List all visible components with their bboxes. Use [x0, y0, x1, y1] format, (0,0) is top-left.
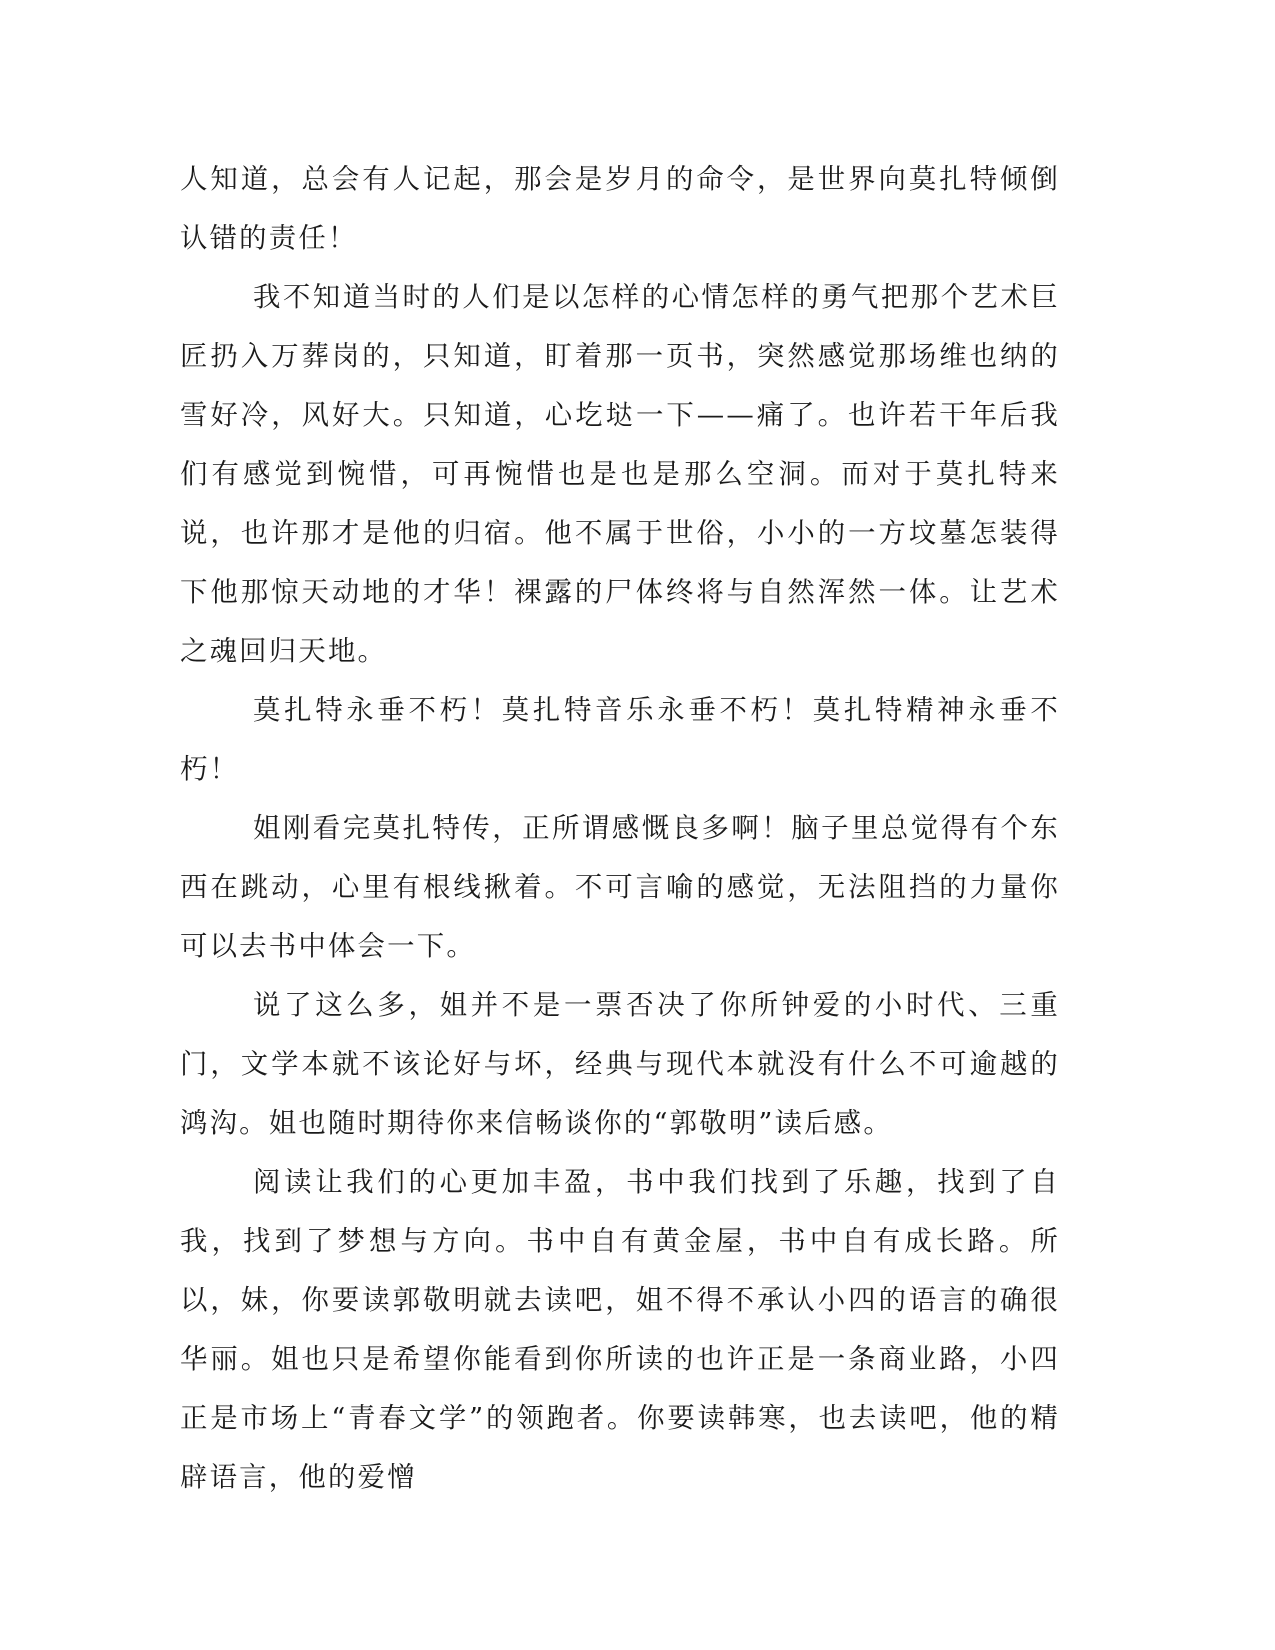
paragraph-mozart-biography: 姐刚看完莫扎特传，正所谓感慨良多啊！脑子里总觉得有个东西在跳动，心里有根线揪着。不可言喻的感觉，无法阻挡的力量你可以去书中体会一下。	[180, 813, 1060, 962]
paragraph-continuation: 人知道，总会有人记起，那会是岁月的命令，是世界向莫扎特倾倒认错的责任！	[180, 164, 1060, 254]
paragraph-mozart-immortal: 莫扎特永垂不朽！莫扎特音乐永垂不朽！莫扎特精神永垂不朽！	[180, 695, 1060, 785]
paragraph-reading: 阅读让我们的心更加丰盈，书中我们找到了乐趣，找到了自我，找到了梦想与方向。书中自有黄金屋，书中自有成长路。所以，妹，你要读郭敬明就去读吧，姐不得不承认小四的语言的确很华丽。姐也只是希望你能看到你所读的也许正是一条商业路，小四正是市场上“青春文学”的领跑者。你要读韩寒，也去读吧，他的精辟语言，他的爱憎	[180, 1167, 1060, 1493]
paragraph-literature: 说了这么多，姐并不是一票否决了你所钟爱的小时代、三重门，文学本就不该论好与坏，经典与现代本就没有什么不可逾越的鸿沟。姐也随时期待你来信畅谈你的“郭敬明”读后感。	[180, 990, 1060, 1139]
document-page	[180, 150, 1060, 1507]
paragraph-mozart-burial: 我不知道当时的人们是以怎样的心情怎样的勇气把那个艺术巨匠扔入万葬岗的，只知道，盯着那一页书，突然感觉那场维也纳的雪好冷，风好大。只知道，心圪垯一下——痛了。也许若干年后我们有感觉到惋惜，可再惋惜也是也是那么空洞。而对于莫扎特来说，也许那才是他的归宿。他不属于世俗，小小的一方坟墓怎装得下他那惊天动地的才华！裸露的尸体终将与自然浑然一体。让艺术之魂回归天地。	[180, 282, 1060, 667]
